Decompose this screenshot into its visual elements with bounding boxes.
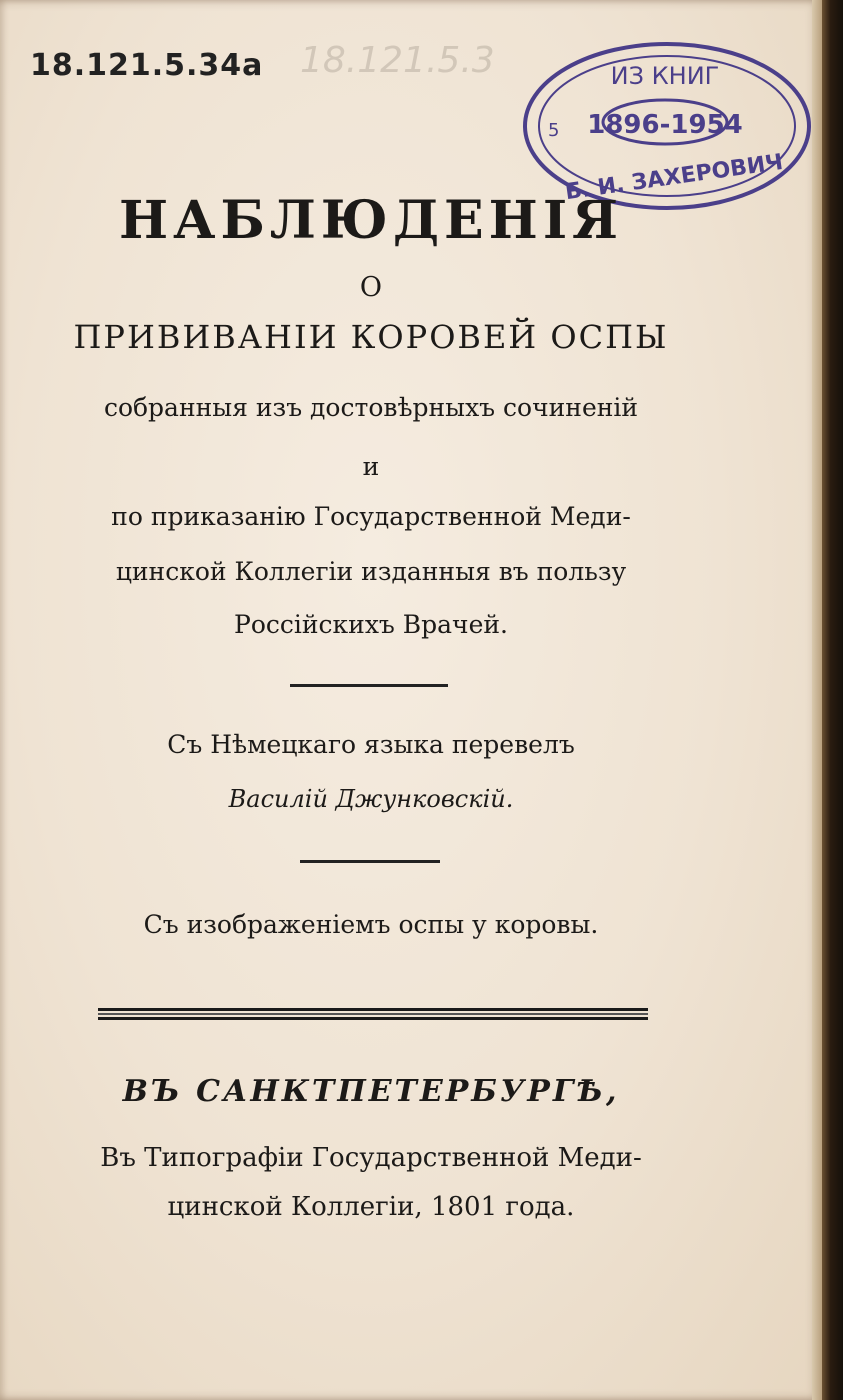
shelfmark: 18.121.5.34a <box>30 48 264 83</box>
subtitle-order-line-1: по приказанію Государственной Меди- <box>111 502 631 531</box>
imprint-line-2: цинской Коллегіи, 1801 года. <box>167 1192 575 1222</box>
double-rule <box>98 1008 648 1020</box>
stamp-bottom-text: Б. И. ЗАХЕРОВИЧ <box>563 149 785 206</box>
page-edges <box>812 0 822 1400</box>
divider-rule <box>300 860 440 863</box>
divider-rule <box>290 684 448 687</box>
title-preposition: О <box>359 272 383 303</box>
translation-note: Съ Нѣмецкаго языка перевелъ <box>167 730 575 759</box>
library-stamp <box>520 36 814 216</box>
subtitle-order-line-3: Россійскихъ Врачей. <box>234 610 508 639</box>
pencil-mark: 18.121.5.3 <box>300 40 495 81</box>
stamp-number: 5 <box>548 120 560 141</box>
imprint-line-1: Въ Типографіи Государственной Меди- <box>100 1143 642 1173</box>
stamp-years: 1896-1954 <box>587 110 743 140</box>
subtitle-and: и <box>362 452 380 481</box>
subtitle-order-line-2: цинской Коллегіи изданныя въ пользу <box>115 557 627 586</box>
stamp-top-text: ИЗ КНИГ <box>610 62 720 90</box>
book-spine <box>822 0 843 1400</box>
title-subject: ПРИВИВАНІИ КОРОВЕЙ ОСПЫ <box>73 318 669 356</box>
illustration-note: Съ изображеніемъ оспы у коровы. <box>143 910 599 939</box>
subtitle-collected: собранныя изъ достовѣрныхъ сочиненій <box>103 393 639 422</box>
imprint-city: ВЪ САНКТПЕТЕРБУРГѢ, <box>122 1074 620 1109</box>
book-title: НАБЛЮДЕНІЯ <box>118 190 623 251</box>
translator-name: Василій Джунковскій. <box>228 785 514 813</box>
